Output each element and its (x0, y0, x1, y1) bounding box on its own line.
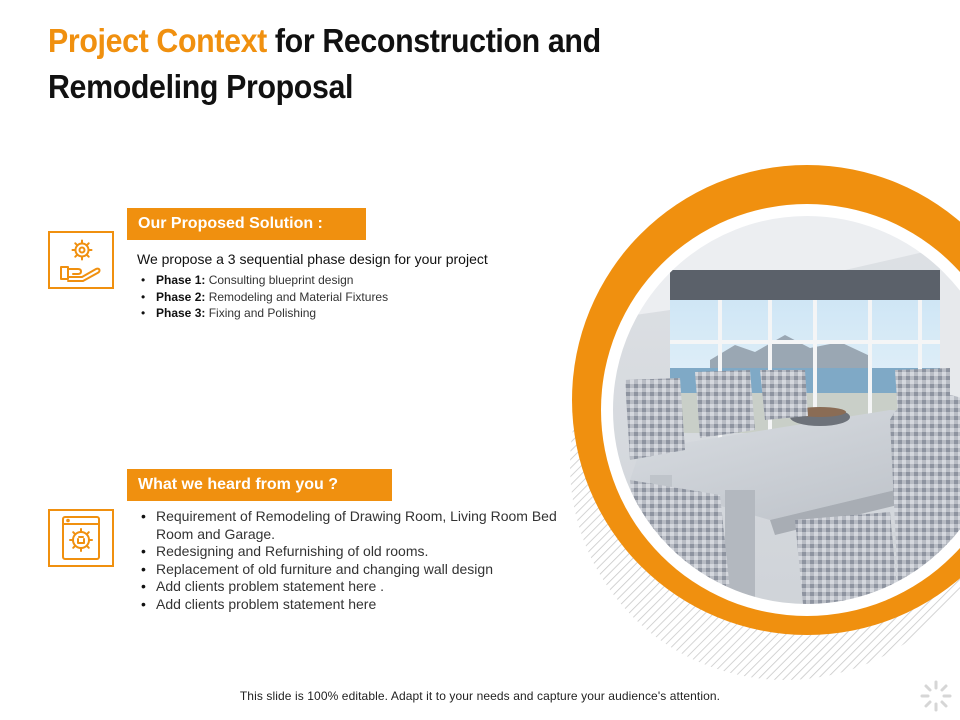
proposed-solution-header: Our Proposed Solution : (127, 208, 366, 240)
list-item: • Add clients problem statement here . (137, 578, 557, 596)
list-item: • Requirement of Remodeling of Drawing Room, Living Room Bed Room and Garage. (137, 508, 557, 543)
heard-from-you-header: What we heard from you ? (127, 469, 392, 501)
phase-item: • Phase 1: Consulting blueprint design (137, 272, 567, 289)
phase-item: • Phase 2: Remodeling and Material Fixtures (137, 289, 567, 306)
photo-ring-group (570, 120, 960, 700)
footer-note: This slide is 100% editable. Adapt it to your needs and capture your audience's attention. (239, 689, 721, 703)
solution-text (137, 250, 567, 322)
title-accent: Project Context (48, 22, 267, 59)
list-item: • Replacement of old furniture and changing wall design (137, 561, 557, 579)
solution-intro: We propose a 3 sequential phase design for your project (137, 251, 488, 267)
hand-gear-icon-box (48, 231, 114, 289)
list-item: • Add clients problem statement here (137, 596, 557, 614)
title-rest: for Reconstruction and Remodeling Proposal (48, 22, 601, 105)
gear-document-icon (55, 513, 107, 563)
hand-gear-icon (55, 235, 107, 285)
list-item: • Redesigning and Refurnishing of old rooms. (137, 543, 557, 561)
gear-document-icon-box (48, 509, 114, 567)
photo-ring-art (570, 120, 960, 700)
phase-item: • Phase 3: Fixing and Polishing (137, 305, 567, 322)
heard-text (137, 508, 557, 613)
phase-list (137, 272, 567, 322)
requirements-list (137, 508, 557, 613)
loading-spinner-icon (919, 679, 953, 713)
slide-title (48, 18, 637, 110)
